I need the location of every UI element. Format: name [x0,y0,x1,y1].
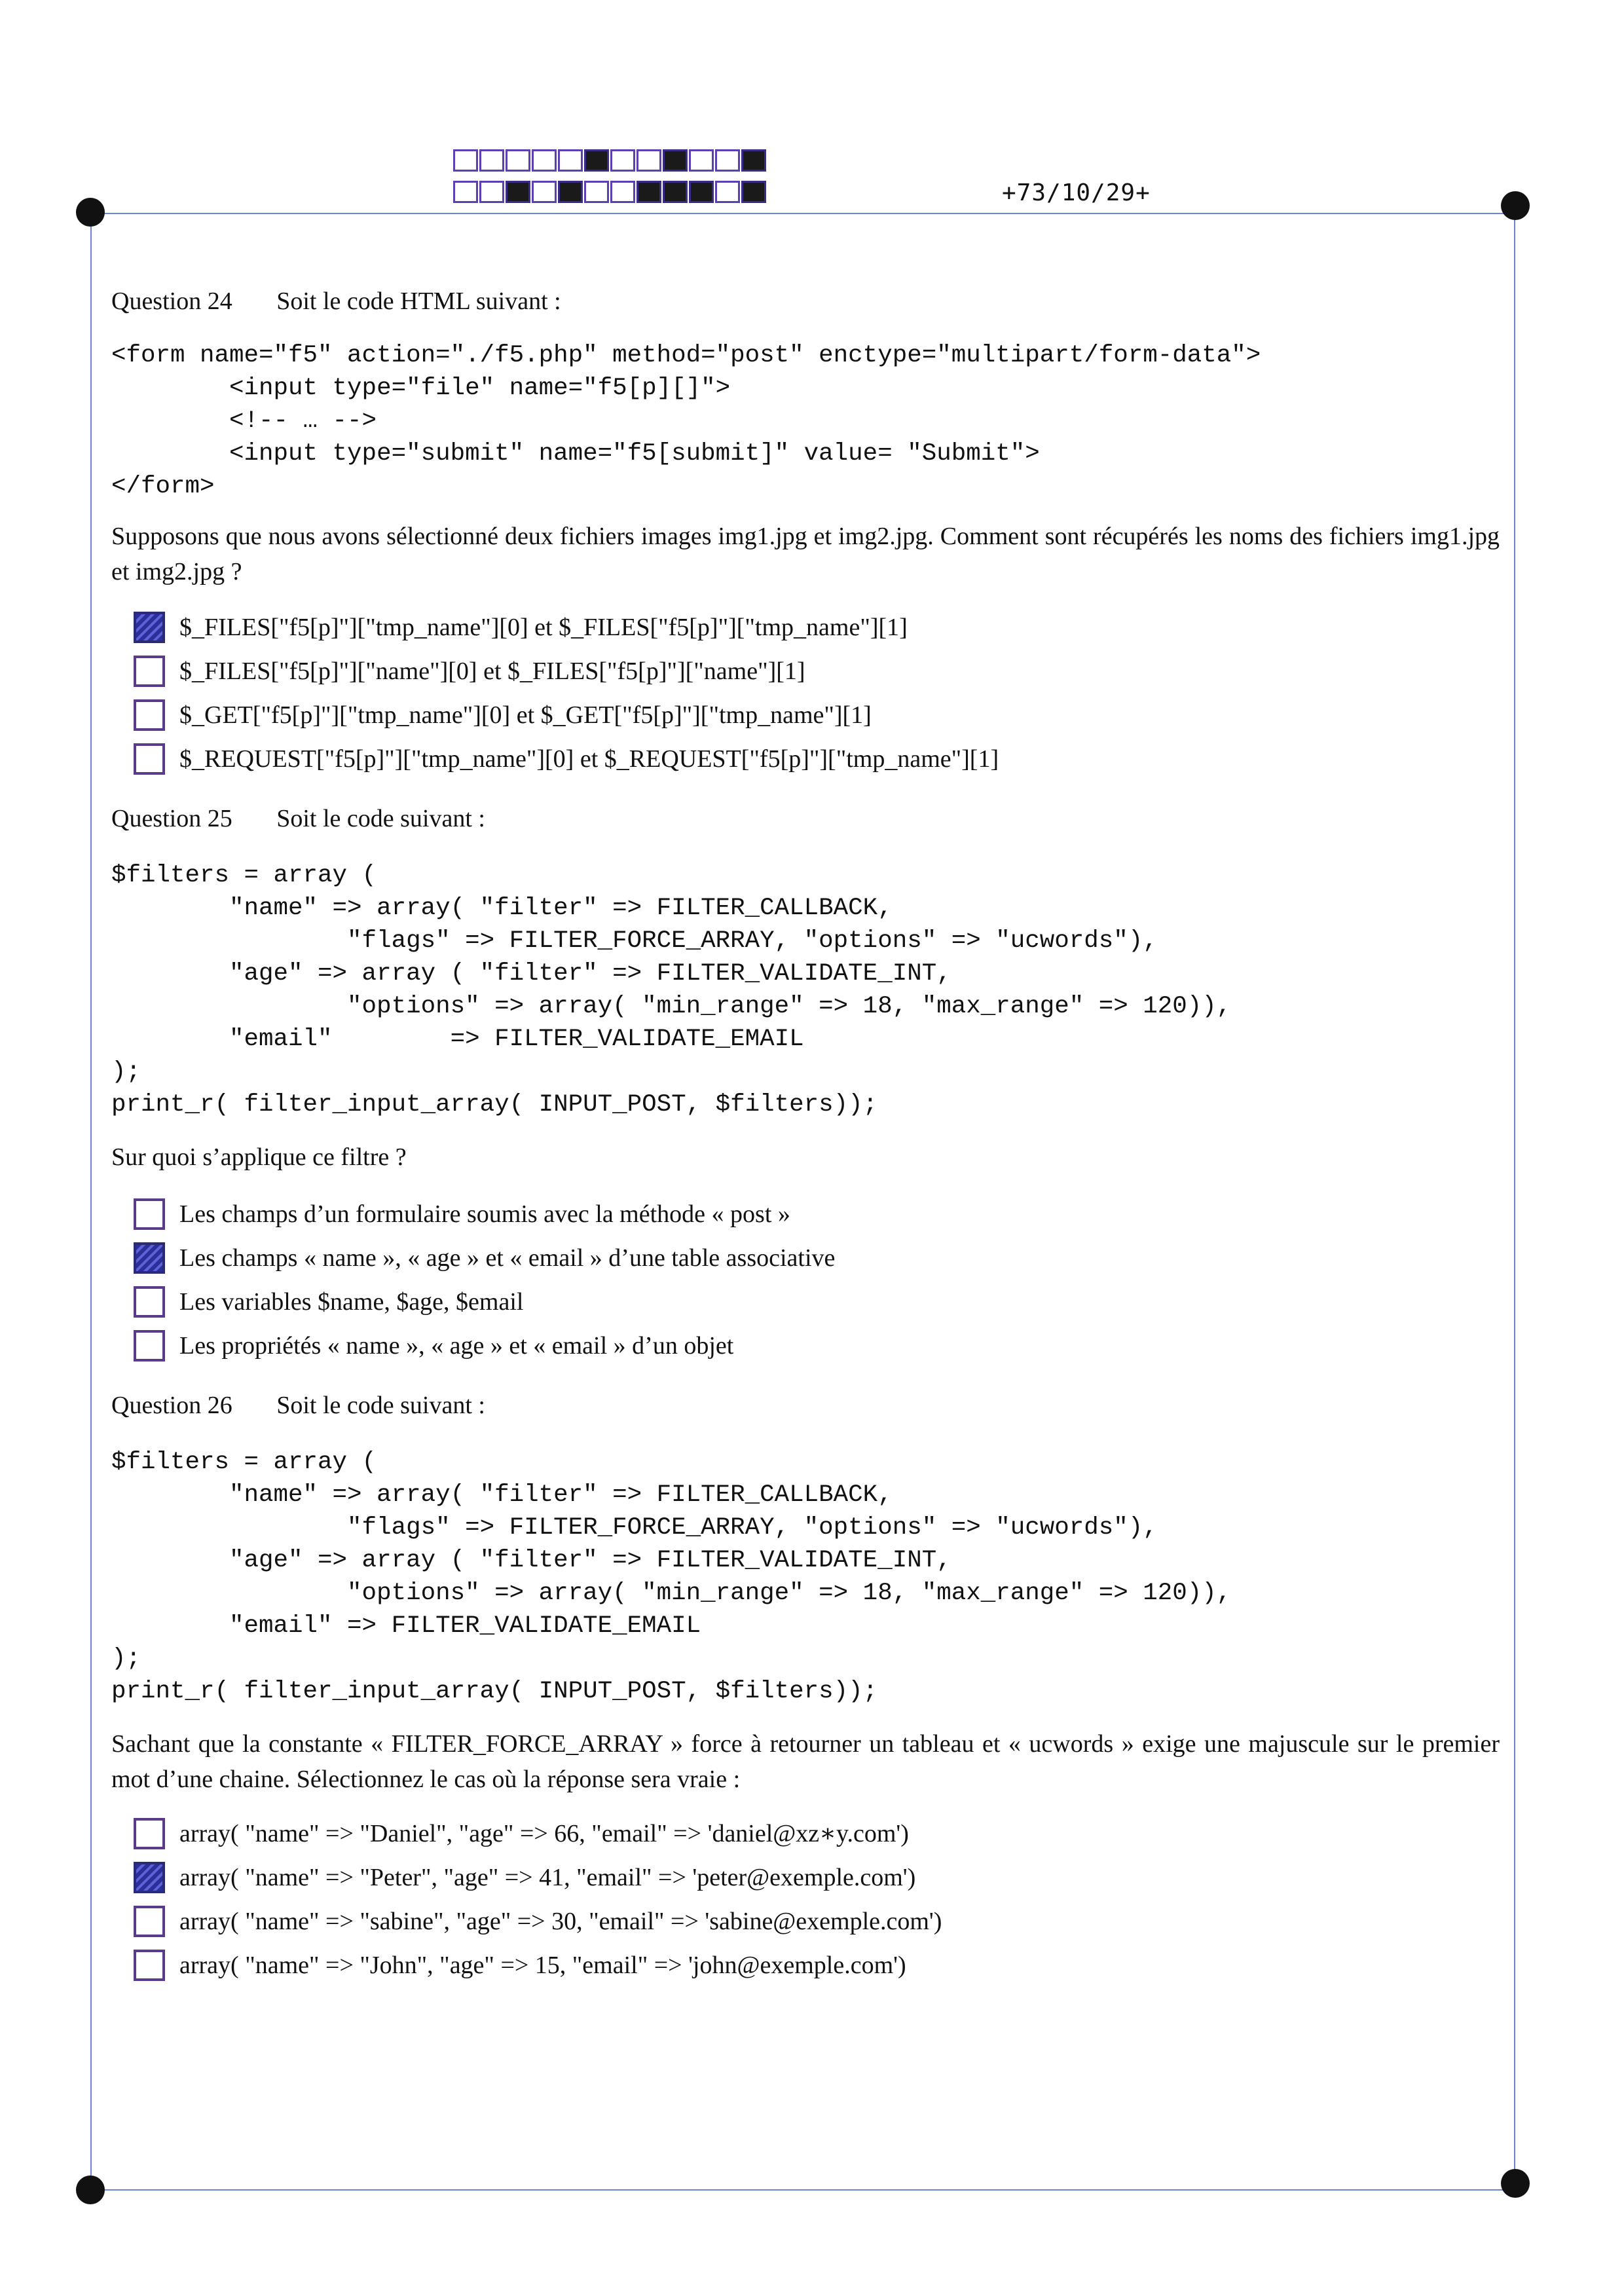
registration-mark-top-left [76,198,105,227]
answer-label: Les champs « name », « age » et « email » d’une table associative [179,1244,836,1272]
question-26-code: $filters = array ( "name" => array( "filter" => FILTER_CALLBACK, "flags" => FILTER_FORCE_ARRAY, "options" => "ucwords"), "age" => array ( "filter" => FILTER_VALIDATE_INT, "options" => array( "min_range" => 18, "max_range" => 120)), "email" => FILTER_VALIDATE_EMAIL ); print_r( filter_input_array( INPUT_POST, $filters)); [111,1449,1232,1705]
registration-mark-top-right [1501,191,1530,220]
answer-option[interactable] [134,1192,835,1236]
code-cell [558,181,583,203]
code-cell [479,181,504,203]
code-cell [558,149,583,172]
answer-checkbox[interactable] [134,1286,165,1318]
question-prompt: Soit le code suivant : [276,805,485,832]
answer-checkbox[interactable] [134,1242,165,1274]
registration-mark-bottom-left [76,2176,105,2204]
answer-checkbox[interactable] [134,1906,165,1937]
answer-label: $_REQUEST["f5[p]"]["tmp_name"][0] et $_REQUEST["f5[p]"]["tmp_name"][1] [179,745,999,773]
answer-checkbox[interactable] [134,1198,165,1230]
code-cell [689,149,714,172]
answer-label: Les champs d’un formulaire soumis avec la méthode « post » [179,1200,790,1228]
code-cell [741,149,766,172]
question-24-options [134,605,999,781]
code-cell [584,181,609,203]
answer-checkbox[interactable] [134,699,165,731]
code-cell [532,149,557,172]
answer-checkbox[interactable] [134,743,165,775]
question-number: Question 25 [111,805,232,832]
answer-option[interactable] [134,1811,942,1855]
answer-checkbox[interactable] [134,1862,165,1893]
answer-label: $_GET["f5[p]"]["tmp_name"][0] et $_GET["f5[p]"]["tmp_name"][1] [179,701,872,729]
answer-option[interactable] [134,1855,942,1899]
answer-option[interactable] [134,737,999,781]
answer-label: array( "name" => "Daniel", "age" => 66, "email" => 'daniel@xz∗y.com') [179,1820,909,1847]
answer-option[interactable] [134,605,999,649]
question-25-options [134,1192,835,1367]
registration-mark-bottom-right [1501,2169,1530,2198]
page-id: +73/10/29+ [1002,179,1151,206]
code-cell [532,181,557,203]
code-cell [610,149,635,172]
code-cell [584,149,609,172]
binary-code-row-1 [453,149,767,172]
question-24-text: Supposons que nous avons sélectionné deux fichiers images img1.jpg et img2.jpg. Comment sont récupérés les noms des fichiers img1.jpg et img2.jpg ? [111,523,1500,585]
question-25-code: $filters = array ( "name" => array( "filter" => FILTER_CALLBACK, "flags" => FILTER_FORCE_ARRAY, "options" => "ucwords"), "age" => array ( "filter" => FILTER_VALIDATE_INT, "options" => array( "min_range" => 18, "max_range" => 120)), "email" => FILTER_VALIDATE_EMAIL ); print_r( filter_input_array( INPUT_POST, $filters)); [111,862,1232,1119]
answer-label: Les variables $name, $age, $email [179,1287,524,1316]
answer-checkbox[interactable] [134,1818,165,1849]
answer-option[interactable] [134,1324,835,1367]
code-cell [453,149,478,172]
answer-checkbox[interactable] [134,1950,165,1981]
code-cell [637,181,661,203]
code-cell [506,149,530,172]
code-cell [506,181,530,203]
answer-label: array( "name" => "sabine", "age" => 30, "email" => 'sabine@exemple.com') [179,1907,942,1935]
answer-option[interactable] [134,1943,942,1987]
question-26-options [134,1811,942,1987]
code-cell [610,181,635,203]
answer-label: array( "name" => "John", "age" => 15, "email" => 'john@exemple.com') [179,1951,906,1979]
answer-option[interactable] [134,1280,835,1324]
answer-label: $_FILES["f5[p]"]["tmp_name"][0] et $_FILES["f5[p]"]["tmp_name"][1] [179,613,908,641]
code-cell [715,149,740,172]
answer-option[interactable] [134,693,999,737]
binary-code-row-2 [453,181,767,203]
question-26-text: Sachant que la constante « FILTER_FORCE_ARRAY » force à retourner un tableau et « ucwords » exige une majuscule sur le premier mot d’une chaine. Sélectionnez le cas où la réponse sera vraie : [111,1730,1500,1793]
question-number: Question 26 [111,1392,232,1419]
code-cell [637,149,661,172]
answer-checkbox[interactable] [134,1330,165,1361]
code-cell [479,149,504,172]
question-prompt: Soit le code suivant : [276,1392,485,1419]
answer-option[interactable] [134,1236,835,1280]
code-cell [663,149,688,172]
question-24-code: <form name="f5" action="./f5.php" method="post" enctype="multipart/form-data"> <input type="file" name="f5[p][]"> <!-- … --> <input type="submit" name="f5[submit]" value= "Submit"> </form> [111,342,1261,500]
answer-label: array( "name" => "Peter", "age" => 41, "email" => 'peter@exemple.com') [179,1863,916,1891]
question-25-text: Sur quoi s’applique ce filtre ? [111,1143,407,1171]
question-number: Question 24 [111,287,232,315]
answer-option[interactable] [134,1899,942,1943]
answer-checkbox[interactable] [134,656,165,687]
question-prompt: Soit le code HTML suivant : [276,287,561,315]
question-24-header [111,287,561,316]
code-cell [689,181,714,203]
answer-option[interactable] [134,649,999,693]
code-cell [741,181,766,203]
code-cell [715,181,740,203]
answer-label: Les propriétés « name », « age » et « email » d’un objet [179,1331,734,1360]
code-cell [453,181,478,203]
question-26-header [111,1391,485,1420]
answer-checkbox[interactable] [134,612,165,643]
question-25-header [111,804,485,833]
code-cell [663,181,688,203]
answer-label: $_FILES["f5[p]"]["name"][0] et $_FILES["f5[p]"]["name"][1] [179,657,805,685]
